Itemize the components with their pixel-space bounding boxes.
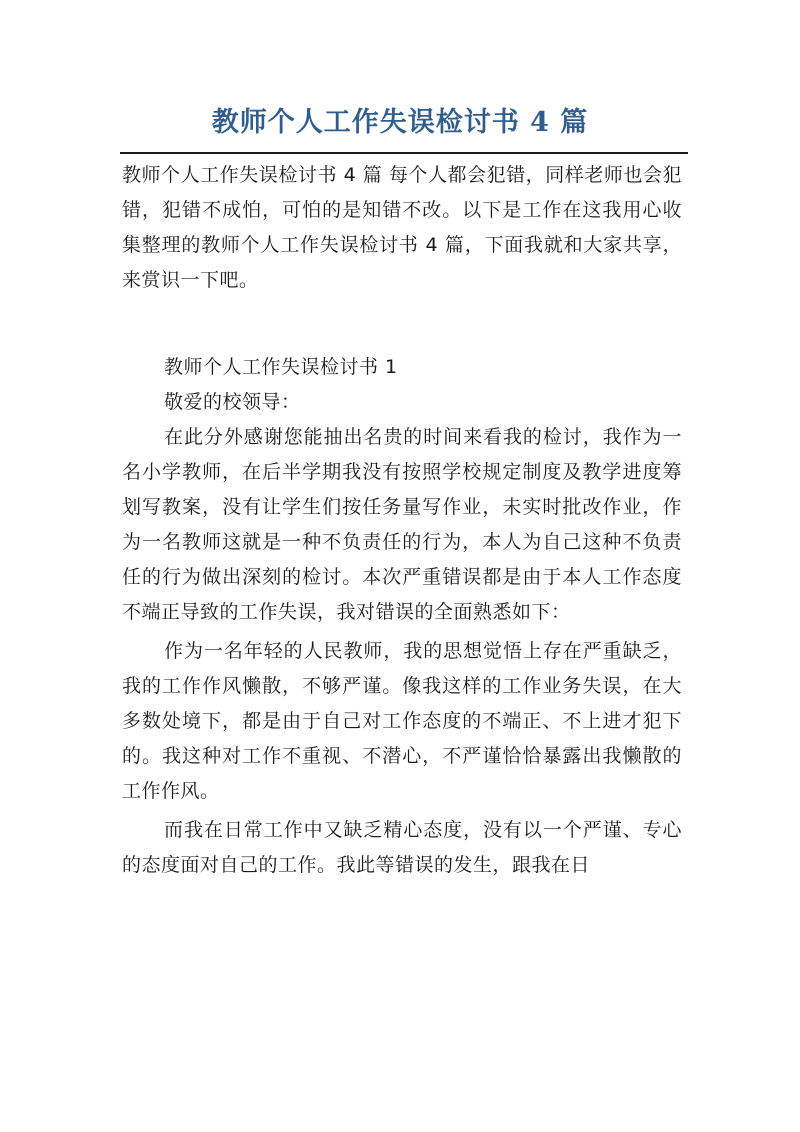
document-body (122, 158, 682, 883)
document-title: 教师个人工作失误检讨书 4 篇 (211, 107, 589, 138)
intro-paragraph: 教师个人工作失误检讨书 4 篇 每个人都会犯错，同样老师也会犯错，犯错不成怕，可怕的是知错不改。以下是工作在这我用心收集整理的教师个人工作失误检讨书 4 篇，下面我就和大家共享，来赏识一下吧。 (122, 164, 682, 291)
body-paragraph-1: 在此分外感谢您能抽出名贵的时间来看我的检讨，我作为一名小学教师，在后半学期我没有按照学校规定制度及教学进度筹划写教案，没有让学生们按任务量写作业，未实时批改作业，作为一名教师这就是一种不负责任的行为，本人为自己这种不负责任的行为做出深刻的检讨。本次严重错误都是由于本人工作态度不端正导致的工作失误，我对错误的全面熟悉如下： (122, 426, 682, 623)
title-underline (120, 152, 688, 154)
body-paragraph-3: 而我在日常工作中又缺乏精心态度，没有以一个严谨、专心的态度面对自己的工作。我此等错误的发生，跟我在日 (122, 819, 682, 876)
spacer (122, 298, 682, 350)
salutation: 敬爱的校领导： (164, 391, 301, 413)
section-heading: 教师个人工作失误检讨书 1 (164, 356, 398, 378)
body-paragraph-2: 作为一名年轻的人民教师，我的思想觉悟上存在严重缺乏，我的工作作风懒散，不够严谨。像我这样的工作业务失误，在大多数处境下，都是由于自己对工作态度的不端正、不上进才犯下的。我这种对工作不重视、不潜心，不严谨恰恰暴露出我懒散的工作作风。 (122, 640, 682, 802)
